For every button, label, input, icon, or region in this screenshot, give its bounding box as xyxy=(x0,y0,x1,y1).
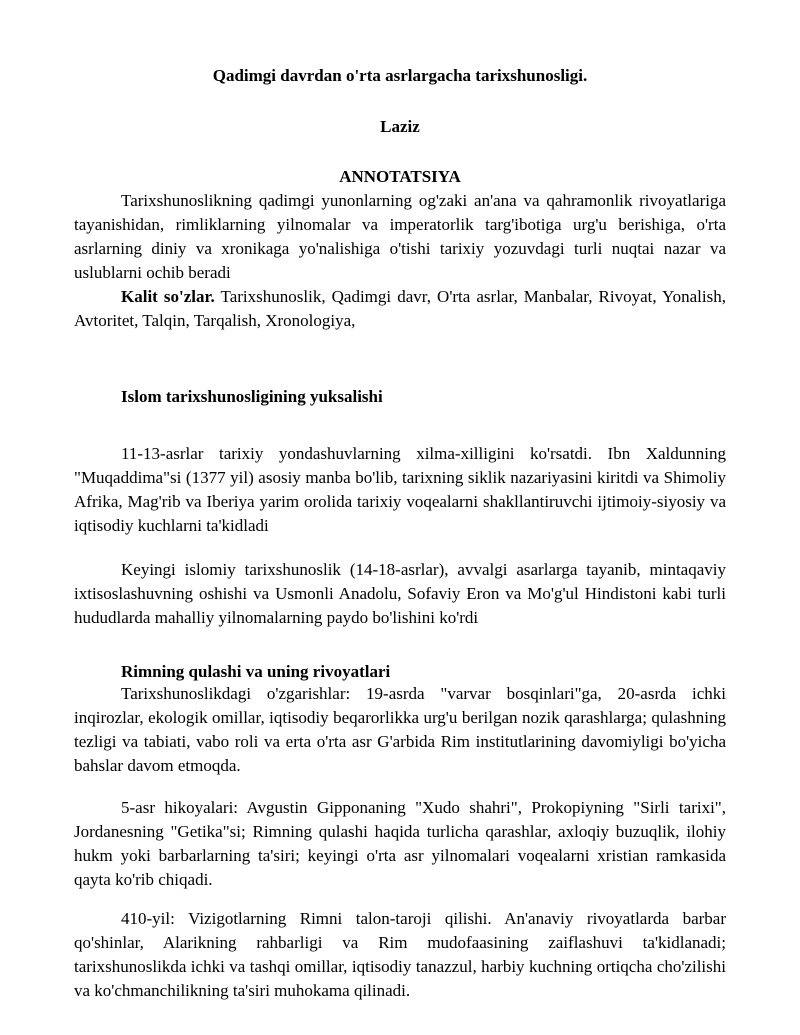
section-heading-islam: Islom tarixshunosligining yuksalishi xyxy=(121,387,383,406)
keywords-label: Kalit so'zlar. xyxy=(121,287,215,306)
section-heading-rome: Rimning qulashi va uning rivoyatlari xyxy=(121,662,391,681)
keywords-list: Tarixshunoslik, Qadimgi davr, O'rta asrlar, Manbalar, Rivoyat, Yonalish, Avtoritet, Talqin, Tarqalish, Xronologiya, xyxy=(74,287,726,330)
annotation-heading: ANNOTATSIYA xyxy=(339,167,461,186)
annotation-paragraph: Tarixshunoslikning qadimgi yunonlarning og'zaki an'ana va qahramonlik rivoyatlariga tayanishidan, rimliklarning yilnomalar va imperatorlik targ'ibotiga urg'u berishiga, o'rta asrlarning diniy va xronikaga yo'nalishiga o'tishi tarixiy yozuvdagi turli nuqtai nazar va uslublarni ochib beradi xyxy=(74,191,726,282)
section2-paragraph-3: 410-yil: Vizigotlarning Rimni talon-taroji qilishi. An'anaviy rivoyatlarda barbar qo'shinlar, Alarikning rahbarligi va Rim mudofaasining zaiflashuvi ta'kidlanadi; tarixshunoslikda ichki va tashqi omillar, iqtisodiy tanazzul, harbiy kuchning ortiqcha cho'zilishi va ko'chmanchilikning ta'siri muhokama qilinadi. xyxy=(74,909,726,1000)
section1-paragraph-1: 11-13-asrlar tarixiy yondashuvlarning xilma-xilligini ko'rsatdi. Ibn Xaldunning "Muqaddima"si (1377 yil) asosiy manba bo'lib, tarixning siklik nazariyasini kiritdi va Shimoliy Afrika, Mag'rib va Iberiya yarim orolida tarixiy voqealarni shakllantiruvchi ijtimoiy-siyosiy va iqtisodiy kuchlarni ta'kidladi xyxy=(74,444,726,535)
keywords-paragraph xyxy=(74,285,726,333)
section2-paragraph-2: 5-asr hikoyalari: Avgustin Gipponaning "Xudo shahri", Prokopiyning "Sirli tarixi", Jordanesning "Getika"si; Rimning qulashi haqida turlicha qarashlar, axloqiy buzuqlik, ilohiy hukm yoki barbarlarning ta'siri; keyingi o'rta asr yilnomalari voqealarni xristian ramkasida qayta ko'rib chiqadi. xyxy=(74,798,726,889)
author-name: Laziz xyxy=(380,117,420,136)
document-title: Qadimgi davrdan o'rta asrlargacha tarixshunosligi. xyxy=(212,66,588,85)
section2-paragraph-1: Tarixshunoslikdagi o'zgarishlar: 19-asrda "varvar bosqinlari"ga, 20-asrda ichki inqirozlar, ekologik omillar, iqtisodiy beqarorlikka urg'u berilgan nozik qarashlarga; qulashning tezligi va tabiati, vabo roli va erta o'rta asr G'arbida Rim institutlarining davomiyligi bo'yicha bahslar davom etmoqda. xyxy=(74,684,726,775)
section1-paragraph-2: Keyingi islomiy tarixshunoslik (14-18-asrlar), avvalgi asarlarga tayanib, mintaqaviy ixtisoslashuvning oshishi va Usmonli Anadolu, Sofaviy Eron va Mo'g'ul Hindistoni kabi turli hududlarda mahalliy yilnomalarning paydo bo'lishini ko'rdi xyxy=(74,560,726,627)
